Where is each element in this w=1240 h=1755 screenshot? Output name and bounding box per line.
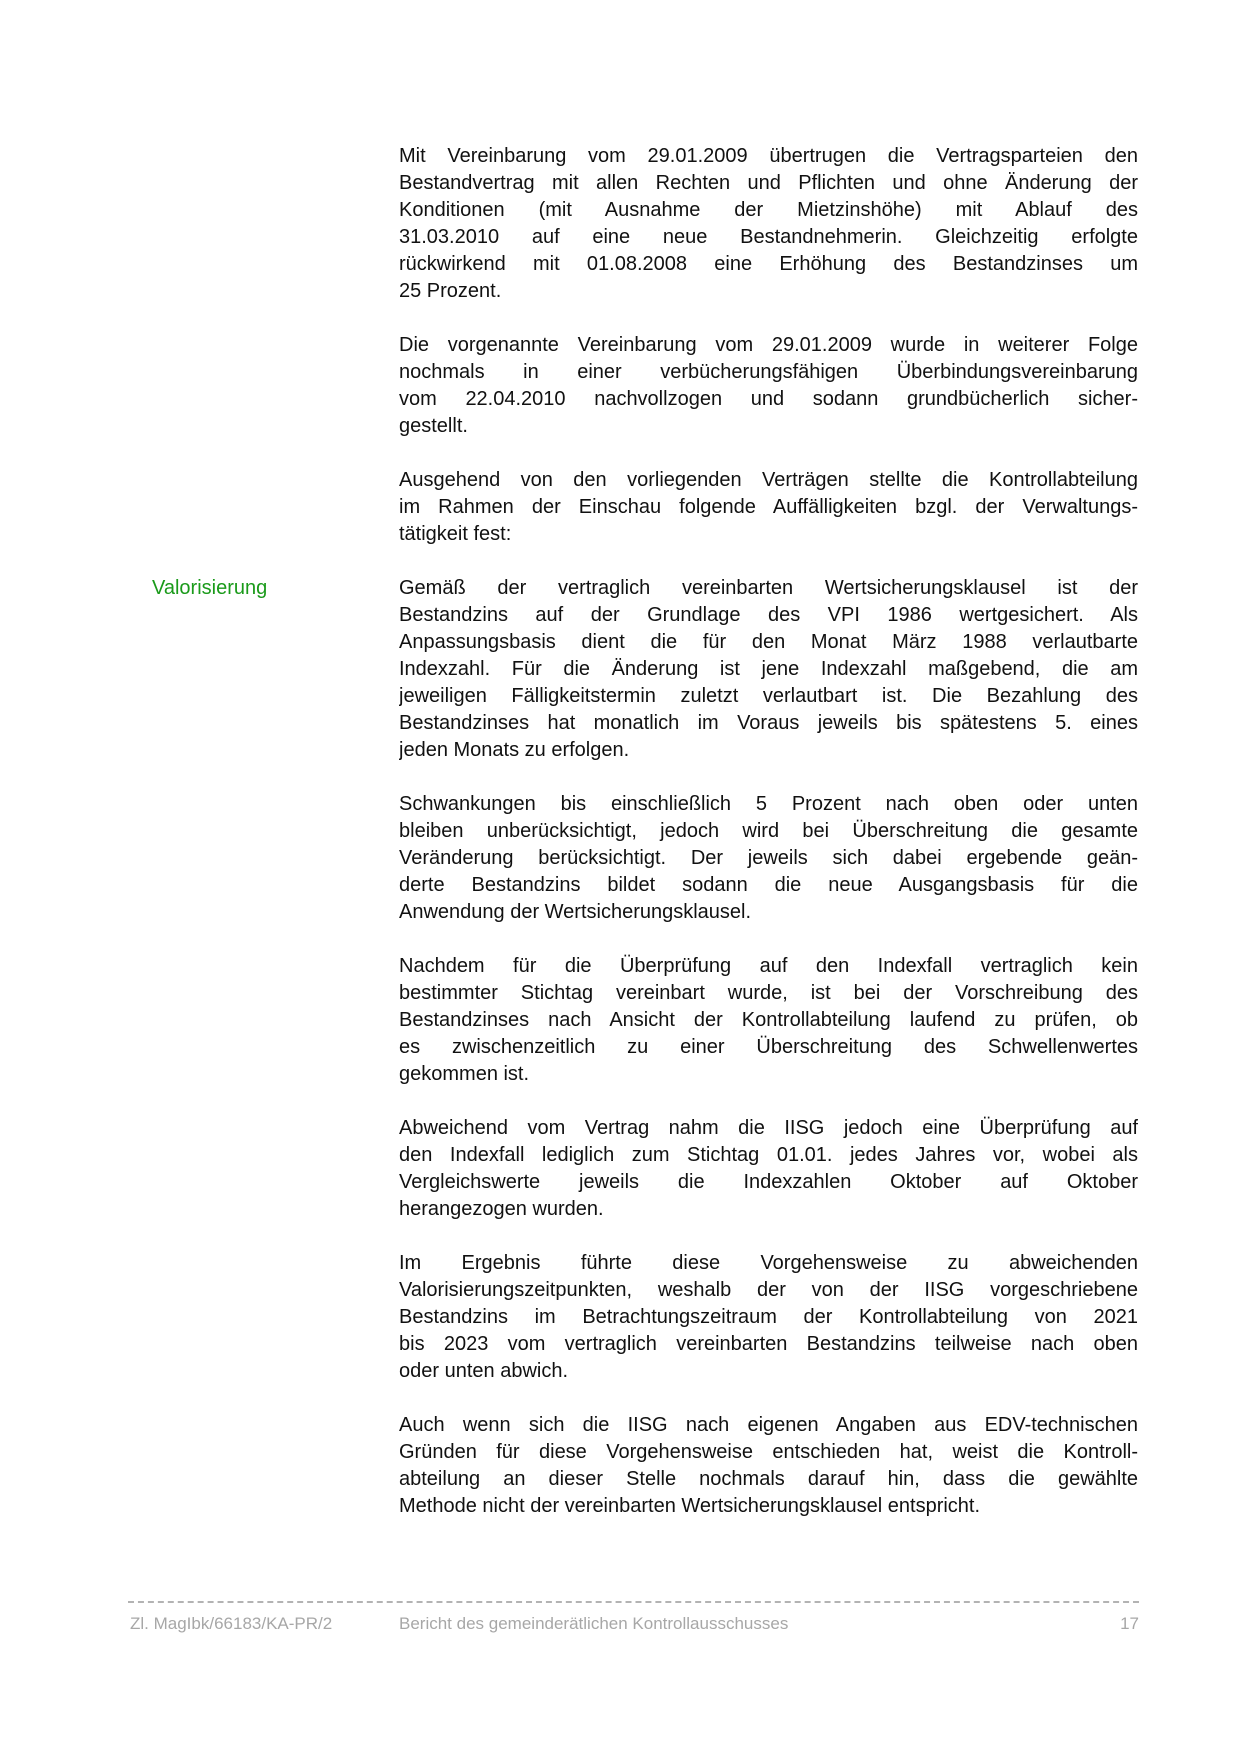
paragraph-line: Bestandzinses hat monatlich im Voraus jeweils bis spätestens 5. eines <box>399 712 1138 734</box>
paragraph-line: Gründen für diese Vorgehensweise entschieden hat, weist die Kontroll- <box>399 1441 1138 1463</box>
page-footer <box>128 1612 1139 1636</box>
paragraph-line: Anwendung der Wertsicherungsklausel. <box>399 901 752 923</box>
paragraph-line: rückwirkend mit 01.08.2008 eine Erhöhung des Bestandzinses um <box>399 253 1138 275</box>
paragraph-line: bleiben unberücksichtigt, jedoch wird bei Überschreitung die gesamte <box>399 820 1138 842</box>
paragraph-line: Bestandvertrag mit allen Rechten und Pflichten und ohne Änderung der <box>399 172 1138 194</box>
paragraph-line: gekommen ist. <box>399 1063 530 1085</box>
paragraph-line: Anpassungsbasis dient die für den Monat März 1988 verlautbarte <box>399 631 1138 653</box>
paragraph-line: herangezogen wurden. <box>399 1198 604 1220</box>
paragraph-line: Indexzahl. Für die Änderung ist jene Indexzahl maßgebend, die am <box>399 658 1138 680</box>
paragraph-line: Valorisierungszeitpunkten, weshalb der von der IISG vorgeschriebene <box>399 1279 1138 1301</box>
paragraph-line: vom 22.04.2010 nachvollzogen und sodann grundbücherlich sicher- <box>399 388 1138 410</box>
paragraph-line: Bestandzins auf der Grundlage des VPI 1986 wertgesichert. Als <box>399 604 1138 626</box>
paragraph <box>399 1412 1138 1520</box>
paragraph-line: nochmals in einer verbücherungsfähigen Überbindungsvereinbarung <box>399 361 1138 383</box>
paragraph <box>399 332 1138 440</box>
paragraph-line: Die vorgenannte Vereinbarung vom 29.01.2009 wurde in weiterer Folge <box>399 334 1138 356</box>
paragraph-line: jeweiligen Fälligkeitstermin zuletzt verlautbart ist. Die Bezahlung des <box>399 685 1138 707</box>
document-body <box>152 143 1138 1520</box>
paragraph-line: Im Ergebnis führte diese Vorgehensweise zu abweichenden <box>399 1252 1138 1274</box>
footer-divider <box>128 1601 1139 1603</box>
paragraph-line: 25 Prozent. <box>399 280 502 302</box>
paragraph-line: derte Bestandzins bildet sodann die neue Ausgangsbasis für die <box>399 874 1138 896</box>
paragraph-line: Vergleichswerte jeweils die Indexzahlen Oktober auf Oktober <box>399 1171 1138 1193</box>
paragraph-line: Konditionen (mit Ausnahme der Mietzinshöhe) mit Ablauf des <box>399 199 1138 221</box>
paragraph-line: den Indexfall lediglich zum Stichtag 01.01. jedes Jahres vor, wobei als <box>399 1144 1138 1166</box>
paragraph <box>399 143 1138 305</box>
paragraph-line: es zwischenzeitlich zu einer Überschreitung des Schwellenwertes <box>399 1036 1138 1058</box>
paragraph-line: Auch wenn sich die IISG nach eigenen Angaben aus EDV-technischen <box>399 1414 1138 1436</box>
paragraph-line: im Rahmen der Einschau folgende Auffälligkeiten bzgl. der Verwaltungs- <box>399 496 1138 518</box>
paragraph-line: gestellt. <box>399 415 468 437</box>
paragraph-line: Abweichend vom Vertrag nahm die IISG jedoch eine Überprüfung auf <box>399 1117 1138 1139</box>
paragraph <box>399 1250 1138 1385</box>
paragraph-line: bis 2023 vom vertraglich vereinbarten Bestandzins teilweise nach oben <box>399 1333 1138 1355</box>
footer-report-title: Bericht des gemeinderätlichen Kontrollausschusses <box>399 1614 789 1633</box>
paragraph-line: abteilung an dieser Stelle nochmals darauf hin, dass die gewählte <box>399 1468 1138 1490</box>
paragraph-line: Gemäß der vertraglich vereinbarten Wertsicherungsklausel ist der <box>399 577 1138 599</box>
paragraph-line: oder unten abwich. <box>399 1360 569 1382</box>
paragraph-line: Bestandzinses nach Ansicht der Kontrollabteilung laufend zu prüfen, ob <box>399 1009 1138 1031</box>
paragraph-line: tätigkeit fest: <box>399 523 512 545</box>
paragraph <box>152 575 1138 764</box>
footer-reference: Zl. MagIbk/66183/KA-PR/2 <box>130 1614 333 1633</box>
paragraph <box>399 791 1138 926</box>
paragraph-line: jeden Monats zu erfolgen. <box>399 739 630 761</box>
paragraph <box>399 467 1138 548</box>
paragraph-line: Mit Vereinbarung vom 29.01.2009 übertrugen die Vertragsparteien den <box>399 145 1138 167</box>
paragraph <box>399 1115 1138 1223</box>
paragraph-line: 31.03.2010 auf eine neue Bestandnehmerin. Gleichzeitig erfolgte <box>399 226 1138 248</box>
paragraph-line: Methode nicht der vereinbarten Wertsicherungsklausel entspricht. <box>399 1495 981 1517</box>
paragraph-line: Schwankungen bis einschließlich 5 Prozent nach oben oder unten <box>399 793 1138 815</box>
paragraph-line: Ausgehend von den vorliegenden Verträgen stellte die Kontrollabteilung <box>399 469 1138 491</box>
paragraph-line: Veränderung berücksichtigt. Der jeweils sich dabei ergebende geän- <box>399 847 1138 869</box>
margin-label: Valorisierung <box>152 577 268 599</box>
paragraph-line: Nachdem für die Überprüfung auf den Indexfall vertraglich kein <box>399 955 1138 977</box>
footer-page-number: 17 <box>1120 1614 1139 1633</box>
paragraph-line: Bestandzins im Betrachtungszeitraum der Kontrollabteilung von 2021 <box>399 1306 1138 1328</box>
paragraph <box>399 953 1138 1088</box>
paragraph-line: bestimmter Stichtag vereinbart wurde, ist bei der Vorschreibung des <box>399 982 1138 1004</box>
